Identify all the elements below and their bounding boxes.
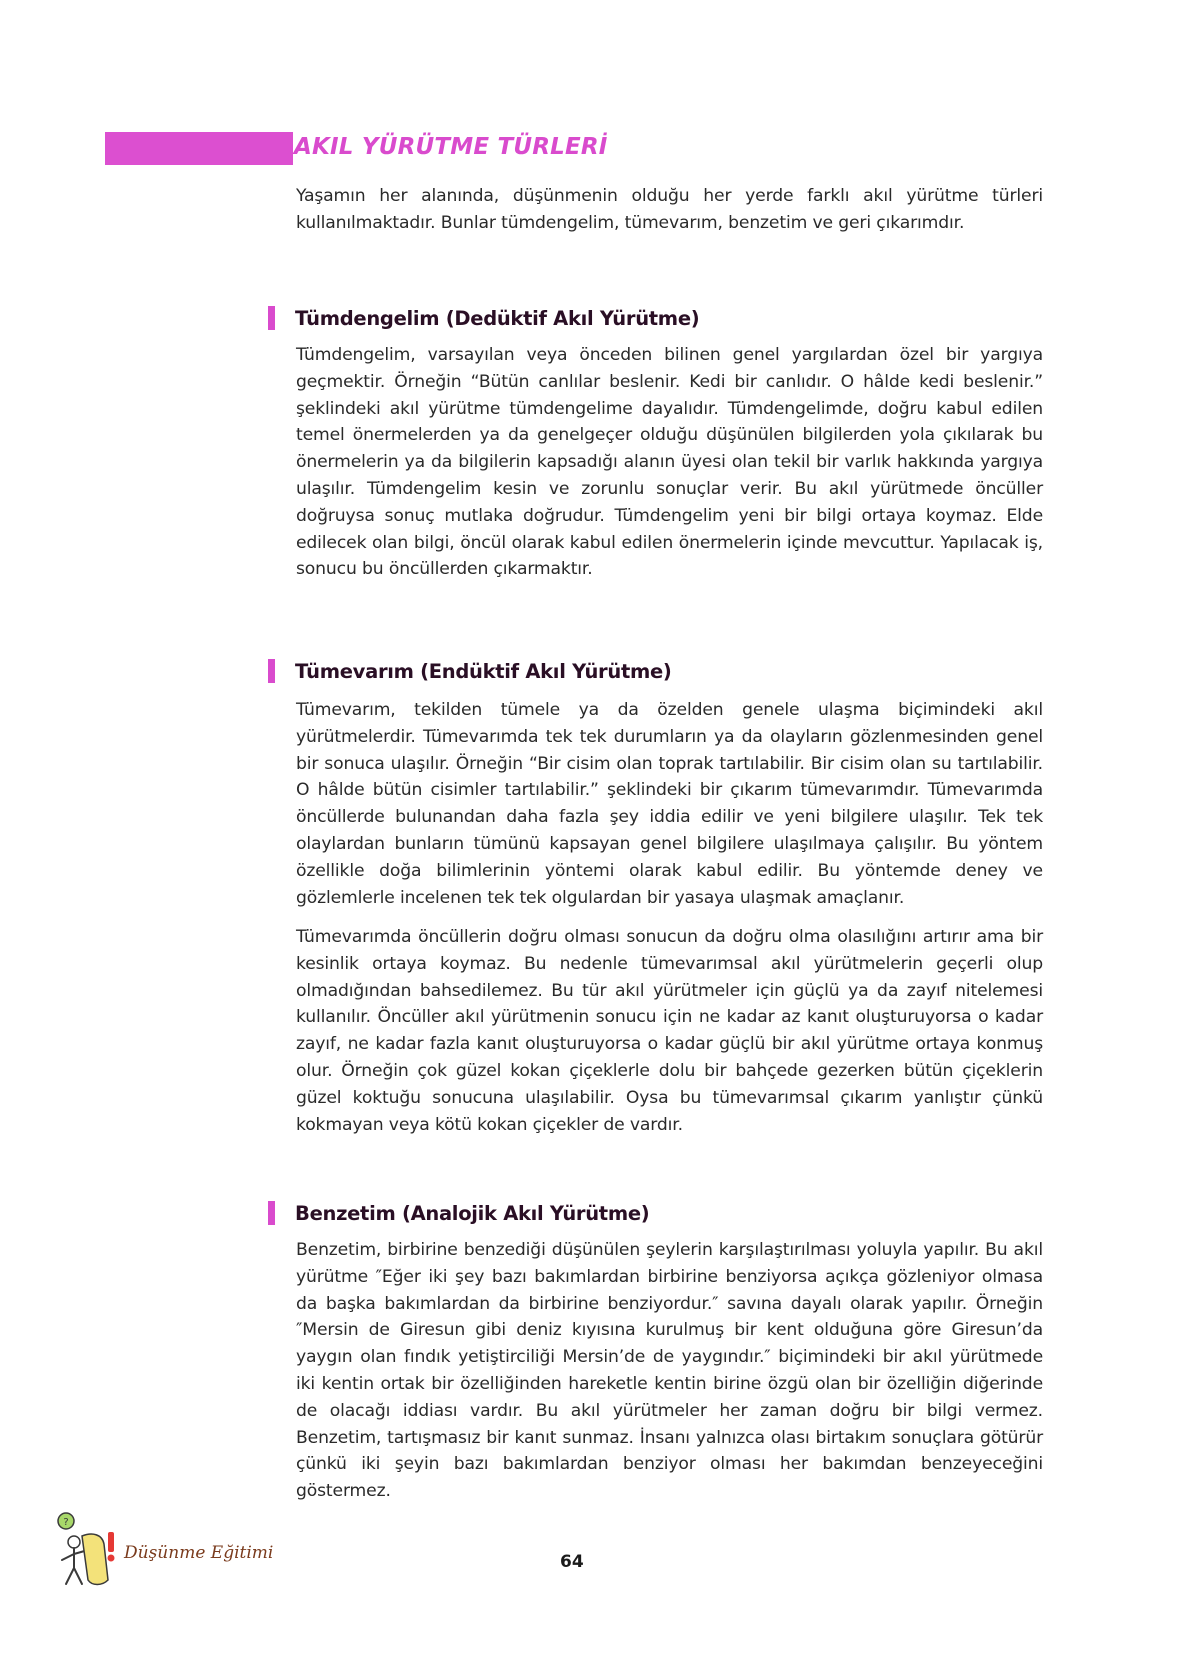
- section-paragraph: Tümdengelim, varsayılan veya önceden bilinen genel yargılardan özel bir yargıya geçmektir. Örneğin “Bütün canlılar beslenir. Kedi bir canlıdır. O hâlde kedi beslenir.” şeklindeki akıl yürütme tümdengelime dayalıdır. Tümdengelimde, doğru kabul edilen temel önermelerden ya da genelgeçer olduğu düşünülen bilgilerden yola çıkılarak bu önermelerin ya da bilgilerin kapsadığı alanın üyesi olan tekil bir varlık hakkında yargıya ulaşılır. Tümdengelim kesin ve zorunlu sonuçlar verir. Bu akıl yürütmede öncüller doğruysa sonuç mutlaka doğrudur. Tümdengelim yeni bir bilgi ortaya koymaz. Elde edilecek olan bilgi, öncül olarak kabul edilen önermelerin içinde mevcuttur. Yapılacak iş, sonucu bu öncüllerden çıkarmaktır.: [296, 345, 1043, 580]
- section-title: Tümevarım (Endüktif Akıl Yürütme): [295, 659, 672, 683]
- section-title: Benzetim (Analojik Akıl Yürütme): [295, 1201, 650, 1225]
- section-paragraph: Tümevarım, tekilden tümele ya da özelden genele ulaşma biçimindeki akıl yürütmelerdir. Tümevarımda tek tek durumların ya da olayların gözlenmesinden genel bir sonuca ulaşılır. Örneğin “Bir cisim olan toprak tartılabilir. Bir cisim olan su tartılabilir. O hâlde bütün cisimler tartılabilir.” şeklindeki bir çıkarım tümevarımdır. Tümevarımda öncüllerde bulunandan daha fazla şey iddia edilir ve yeni bilgilere ulaşılır. Tek tek olaylardan bunların tümünü kapsayan genel bilgilere ulaşılmaya çalışılır. Bu yöntem özellikle doğa bilimlerinin yöntemi olarak kabul edilir. Bu yöntemde deney ve gözlemlerle incelenen tek tek olgulardan bir yasaya ulaşmak amaçlanır.: [296, 700, 1043, 908]
- section-header-tumdengelim: [268, 305, 699, 331]
- intro-paragraph: Yaşamın her alanında, düşünmenin olduğu her yerde farklı akıl yürütme türleri kullanılmaktadır. Bunlar tümdengelim, tümevarım, benzetim ve geri çıkarımdır.: [296, 186, 1043, 233]
- section-marker: [268, 1201, 275, 1225]
- section-marker: [268, 306, 275, 330]
- thinking-figure-logo-icon: [52, 1510, 122, 1590]
- page-number: 64: [560, 1552, 584, 1572]
- page-title: AKIL YÜRÜTME TÜRLERİ: [294, 134, 608, 160]
- footer-book-label: Düşünme Eğitimi: [124, 1543, 274, 1563]
- section-header-benzetim: [268, 1200, 649, 1226]
- section-title: Tümdengelim (Dedüktif Akıl Yürütme): [295, 306, 700, 330]
- section-paragraph: Tümevarımda öncüllerin doğru olması sonucun da doğru olma olasılığını artırır ama bir kesinlik ortaya koymaz. Bu nedenle tümevarımsal akıl yürütmelerin geçerli olup olmadığından bahsedilemez. Bu tür akıl yürütmeler için güçlü ya da zayıf nitelemesi kullanılır. Öncüller akıl yürütmenin sonucu için ne kadar az kanıt oluşturuyorsa o kadar zayıf, ne kadar fazla kanıt oluşturuyorsa o kadar güçlü bir akıl yürütme ortaya konmuş olur. Örneğin çok güzel kokan çiçeklerle dolu bir bahçede gezerken bütün çiçeklerin güzel koktuğu sonucuna ulaşılabilir. Oysa bu tümevarımsal çıkarım yanlıştır çünkü kokmayan veya kötü kokan çiçekler de vardır.: [296, 927, 1043, 1135]
- section-marker: [268, 659, 275, 683]
- svg-text:?: ?: [63, 1517, 69, 1528]
- section-paragraph: Benzetim, birbirine benzediği düşünülen şeylerin karşılaştırılması yoluyla yapılır. Bu akıl yürütme ″Eğer iki şey bazı bakımlardan birbirine benziyorsa açıkça gözleniyor olmasa da başka bakımlardan da birbirine benziyordur.″ savına dayalı olarak yapılır. Örneğin ″Mersin de Giresun gibi deniz kıyısına kurulmuş bir kent olduğuna göre Giresun’da yaygın olan fındık yetiştirciliği Mersin’de de yaygındır.″ biçimindeki bir akıl yürütmede iki kentin ortak bir özelliğinden hareketle kentin birine özgü olan bir özelliğin diğerinde de olacağı iddiası vardır. Bu akıl yürütmeler her zaman doğru bir bilgi vermez. Benzetim, tartışmasız bir kanıt sunmaz. İnsanı yalnızca olası birtakım sonuçlara götürür çünkü iki şeyin bazı bakımlardan benziyor olması her bakımdan benzeyeceğini göstermez.: [296, 1240, 1043, 1502]
- title-accent-bar: [105, 132, 293, 165]
- section-header-tumevarim: [268, 658, 672, 684]
